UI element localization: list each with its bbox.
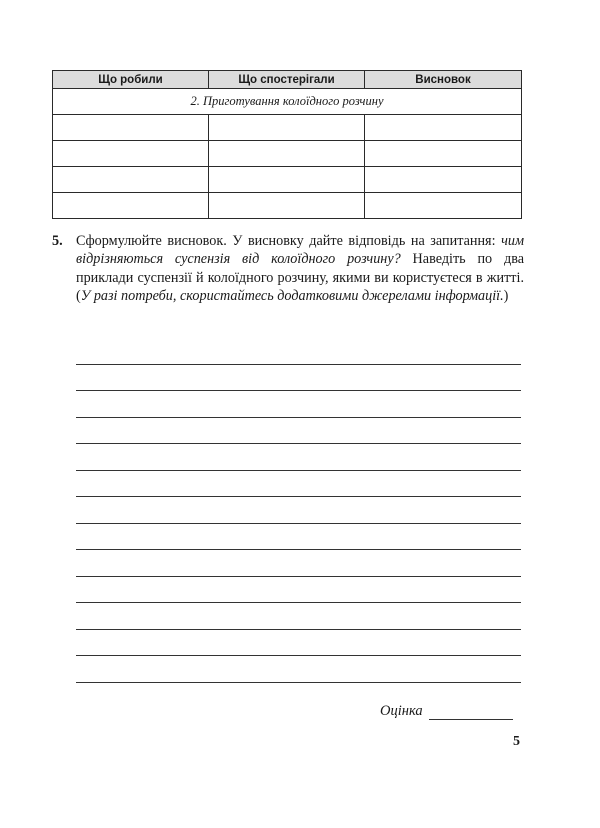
answer-line[interactable] bbox=[76, 393, 521, 418]
task-text-part-1: Сформулюйте висновок. У висновку дайте відповідь на запитання: bbox=[76, 233, 502, 249]
answer-line[interactable] bbox=[76, 579, 521, 604]
answer-line[interactable] bbox=[76, 340, 521, 365]
task-text-part-2: Наведіть по два приклади суспензії й колоїдного розчину, якими ви користуєтеся в житті. ( bbox=[76, 251, 524, 304]
page-number: 5 bbox=[513, 734, 520, 749]
table-cell[interactable] bbox=[53, 193, 209, 219]
table-cell[interactable] bbox=[365, 167, 522, 193]
table-row bbox=[53, 193, 522, 219]
answer-lines bbox=[76, 340, 521, 683]
task-number: 5. bbox=[52, 233, 63, 249]
table-cell[interactable] bbox=[365, 115, 522, 141]
section-title: 2. Приготування колоїдного розчину bbox=[53, 89, 522, 115]
header-conclusion: Висновок bbox=[365, 71, 522, 89]
answer-line[interactable] bbox=[76, 367, 521, 392]
table-row bbox=[53, 167, 522, 193]
table-cell[interactable] bbox=[53, 167, 209, 193]
task-note: У разі потреби, скористайтесь додатковими джерелами інформації. bbox=[80, 287, 504, 304]
table-header-row bbox=[53, 71, 522, 89]
table-cell[interactable] bbox=[209, 141, 365, 167]
grade-field bbox=[380, 703, 513, 720]
answer-line[interactable] bbox=[76, 473, 521, 498]
answer-line[interactable] bbox=[76, 605, 521, 630]
grade-label: Оцінка bbox=[380, 703, 423, 719]
table-cell[interactable] bbox=[209, 115, 365, 141]
table-cell[interactable] bbox=[365, 141, 522, 167]
table-cell[interactable] bbox=[209, 193, 365, 219]
answer-line[interactable] bbox=[76, 499, 521, 524]
header-what-did: Що робили bbox=[53, 71, 209, 89]
grade-input-line[interactable] bbox=[429, 705, 513, 720]
task-question: чим відрізняються суспензія від колоїдного розчину? bbox=[76, 233, 524, 268]
table-cell[interactable] bbox=[53, 141, 209, 167]
answer-line[interactable] bbox=[76, 632, 521, 657]
table-cell[interactable] bbox=[365, 193, 522, 219]
header-what-observed: Що спостерігали bbox=[209, 71, 365, 89]
table-section-row bbox=[53, 89, 522, 115]
table-cell[interactable] bbox=[53, 115, 209, 141]
answer-line[interactable] bbox=[76, 446, 521, 471]
observation-table bbox=[52, 70, 522, 219]
task-text-part-3: ) bbox=[503, 287, 509, 304]
table-row bbox=[53, 141, 522, 167]
answer-line[interactable] bbox=[76, 552, 521, 577]
answer-line[interactable] bbox=[76, 658, 521, 683]
answer-line[interactable] bbox=[76, 420, 521, 445]
task-5 bbox=[52, 232, 524, 305]
table-cell[interactable] bbox=[209, 167, 365, 193]
task-text bbox=[76, 232, 524, 305]
table-row bbox=[53, 115, 522, 141]
answer-line[interactable] bbox=[76, 526, 521, 551]
